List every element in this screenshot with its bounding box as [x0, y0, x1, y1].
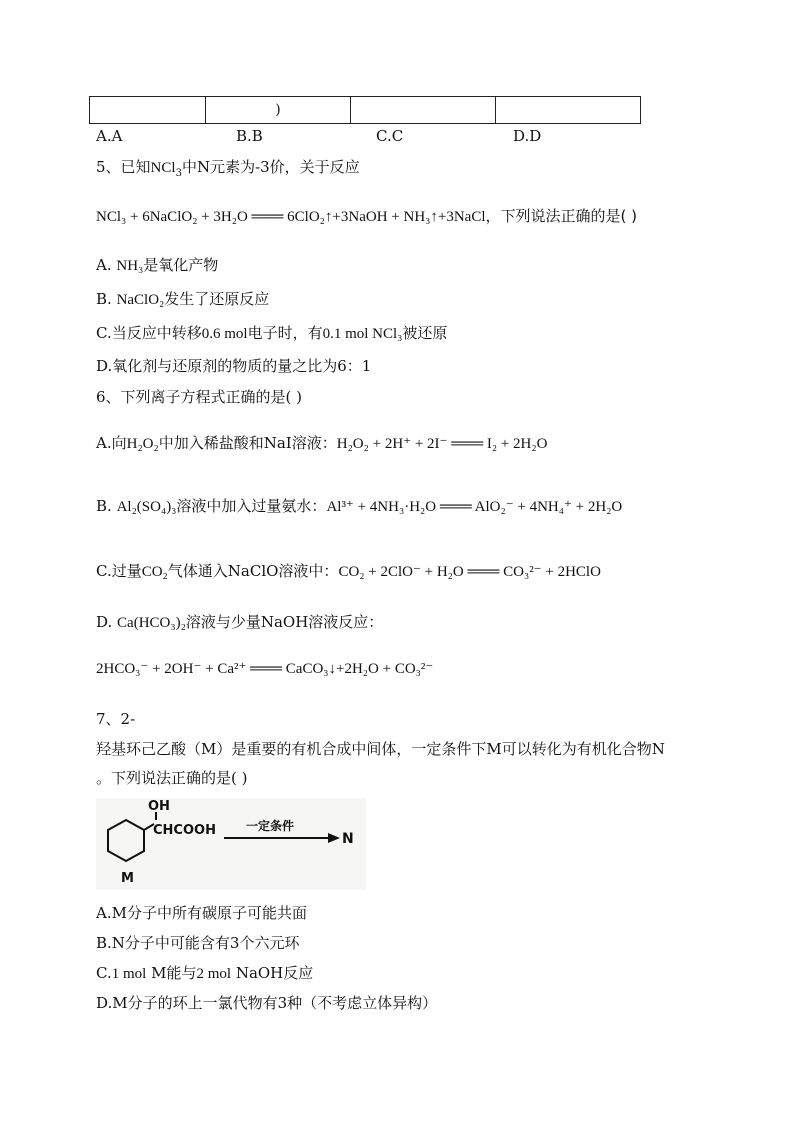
reaction-diagram	[96, 798, 366, 890]
choice-formula: NaClO₂	[116, 292, 165, 308]
table-options	[96, 127, 656, 145]
choice-formula: 2 mol	[196, 966, 232, 982]
q5-title-post: 中N元素为-3价，关于反应	[181, 158, 360, 176]
arrow-head	[328, 833, 340, 843]
q5-choice-c	[96, 322, 447, 343]
table-cell	[90, 97, 206, 123]
choice-prefix: A.	[96, 256, 117, 274]
equation-lhs: NCl₃ + 6NaClO₂ + 3H₂O	[96, 209, 248, 225]
choice-text: 电子时，有	[247, 324, 323, 342]
q6-choice-d	[96, 611, 383, 632]
equation-rhs: 6ClO₂↑+3NaOH + NH₃↑+3NaCl	[287, 209, 486, 225]
choice-prefix: C.	[96, 964, 112, 982]
choice-formula: 1 mol	[111, 966, 147, 982]
option-b: B.B	[236, 127, 263, 145]
product-label: N	[342, 831, 354, 847]
q5-choice-a	[96, 254, 218, 275]
equation-tail: ，下列说法正确的是( )	[485, 207, 637, 225]
reaction-figure	[96, 798, 366, 890]
q7-choice-c	[96, 962, 313, 983]
choice-text: NaOH反应	[231, 964, 314, 982]
choice-formula: 0.1 mol NCl₃	[322, 326, 403, 342]
choice-text: M能与	[146, 964, 197, 982]
choice-text: 是氧化产物	[143, 256, 219, 274]
q7-choice-d: D.M分子的环上一氯代物有3种（不考虑立体异构）	[96, 994, 438, 1012]
table-cell	[351, 97, 496, 123]
choice-formula: H₂O₂	[126, 436, 159, 452]
choice-formula: NH₃	[116, 258, 144, 274]
question-5-equation	[96, 205, 637, 226]
choice-prefix: C.当反应中转移	[96, 324, 202, 342]
q5-choice-d: D.氧化剂与还原剂的物质的量之比为6：1	[96, 357, 372, 375]
choice-prefix: C.过量	[96, 562, 142, 580]
choice-prefix: B.	[96, 290, 117, 308]
question-5-title	[96, 156, 360, 177]
q5-title-formula: NCl	[150, 160, 176, 176]
choice-equation: CO₂ + 2ClO⁻ + H₂O ═══ CO₃²⁻ + 2HClO	[338, 564, 601, 580]
table-cell	[496, 97, 640, 123]
question-7-line1: 7、2-	[96, 710, 136, 728]
q5-title-formula-sub: 3	[175, 168, 182, 179]
q7-choice-b: B.N分子中可能含有3个六元环	[96, 934, 300, 952]
choice-prefix: A.向	[96, 434, 127, 452]
choice-text: 溶液中加入过量氨水：	[176, 497, 327, 515]
q6-choice-c	[96, 560, 601, 581]
choice-equation: Al³⁺ + 4NH₃·H₂O ═══ AlO₂⁻ + 4NH₄⁺ + 2H₂O	[326, 499, 623, 515]
choice-formula: CO₂	[141, 564, 168, 580]
answer-table-fragment	[89, 96, 641, 124]
q6-choice-d-equation: 2HCO₃⁻ + 2OH⁻ + Ca²⁺ ═══ CaCO₃↓+2H₂O + CO₃²⁻	[96, 661, 434, 677]
q6-choice-b	[96, 495, 622, 516]
cyclohexane-ring	[108, 820, 144, 861]
molecule-label: M	[121, 871, 134, 886]
choice-prefix: B.	[96, 497, 117, 515]
oh-label: OH	[148, 799, 170, 814]
choice-equation: H₂O₂ + 2H⁺ + 2I⁻ ═══ I₂ + 2H₂O	[336, 436, 548, 452]
q5-title-pre: 5、已知	[96, 158, 151, 176]
choice-text: 发生了还原反应	[164, 290, 270, 308]
question-7-line3: 。下列说法正确的是( )	[96, 769, 248, 787]
q5-choice-b	[96, 288, 269, 309]
choice-text: 中加入稀盐酸和NaI溶液：	[158, 434, 337, 452]
q6-choice-a	[96, 432, 547, 453]
choice-formula: Ca(HCO₃)₂	[117, 615, 186, 631]
option-d: D.D	[513, 127, 542, 145]
choice-text: 溶液与少量NaOH溶液反应：	[185, 613, 384, 631]
question-7-line2: 羟基环己乙酸（M）是重要的有机合成中间体，一定条件下M可以转化为有机化合物N	[96, 740, 665, 758]
chain-label: CHCOOH	[153, 823, 216, 838]
table-cell: )	[206, 97, 351, 123]
choice-text: 被还原	[402, 324, 448, 342]
q7-choice-a: A.M分子中所有碳原子可能共面	[96, 904, 307, 922]
condition-label: 一定条件	[246, 819, 295, 833]
choice-text: 气体通入NaClO溶液中：	[167, 562, 339, 580]
choice-prefix: D.	[96, 613, 118, 631]
choice-formula: 0.6 mol	[201, 326, 248, 342]
question-6-title: 6、下列离子方程式正确的是( )	[96, 388, 303, 406]
option-a: A.A	[96, 127, 123, 145]
choice-formula: Al₂(SO₄)₃	[116, 499, 177, 515]
equation-arrow: ═══	[251, 209, 284, 225]
option-c: C.C	[376, 127, 404, 145]
